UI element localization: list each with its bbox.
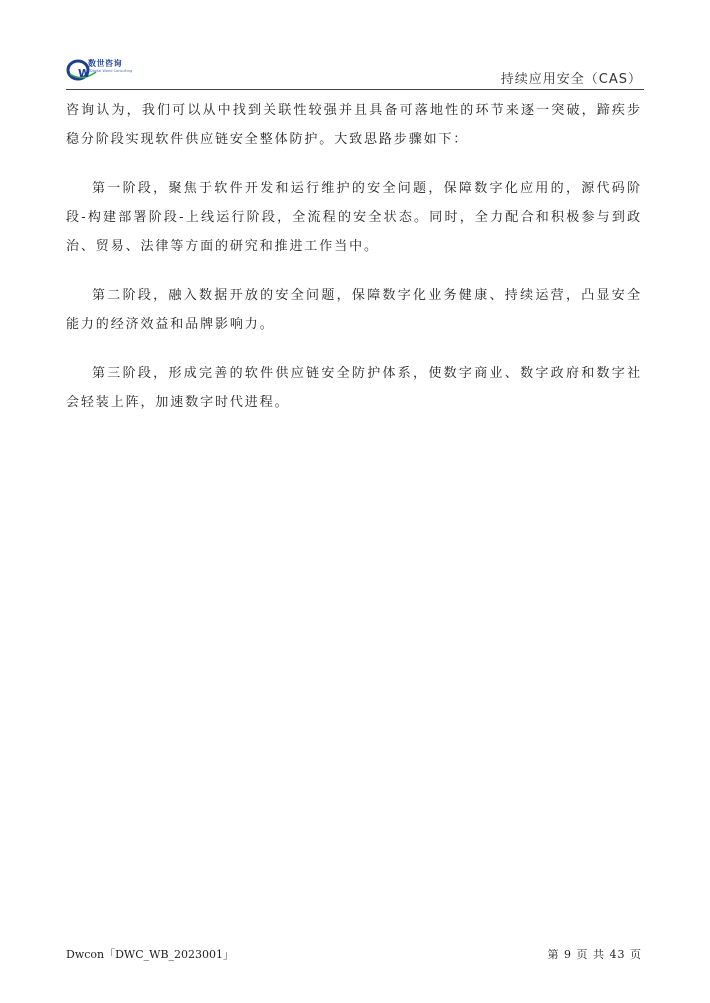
page-header: [66, 48, 644, 90]
paragraph-stage-two: 第二阶段，融入数据开放的安全问题，保障数字化业务健康、持续运营，凸显安全能力的经济效益和品牌影响力。: [66, 288, 642, 332]
paragraph-stage-one: 第一阶段，聚焦于软件开发和运行维护的安全问题，保障数字化应用的，源代码阶段-构建部署阶段-上线运行阶段，全流程的安全状态。同时，全力配合和积极参与到政治、贸易、法律等方面的研究和推进工作当中。: [66, 181, 642, 254]
svg-text:W: W: [78, 67, 91, 80]
document-title: 持续应用安全（CAS）: [500, 72, 642, 87]
footer-page-number: 第 9 页 共 43 页: [547, 948, 642, 961]
logo-english-name: Digital World Consulting: [90, 69, 133, 73]
body-text: [66, 96, 642, 437]
paragraph-intro: 咨询认为，我们可以从中找到关联性较强并且具备可落地性的环节来逐一突破，蹄疾步稳分阶段实现软件供应链安全整体防护。大致思路步骤如下：: [66, 103, 642, 147]
footer-doc-id: Dwcon「DWC_WB_2023001」: [66, 948, 235, 961]
header-divider: [66, 89, 644, 90]
paragraph-stage-three: 第三阶段，形成完善的软件供应链安全防护体系，使数字商业、数字政府和数字社会轻装上阵，加速数字时代进程。: [66, 366, 642, 410]
company-logo: [66, 52, 156, 86]
logo-chinese-name: 数世咨询: [88, 59, 122, 68]
